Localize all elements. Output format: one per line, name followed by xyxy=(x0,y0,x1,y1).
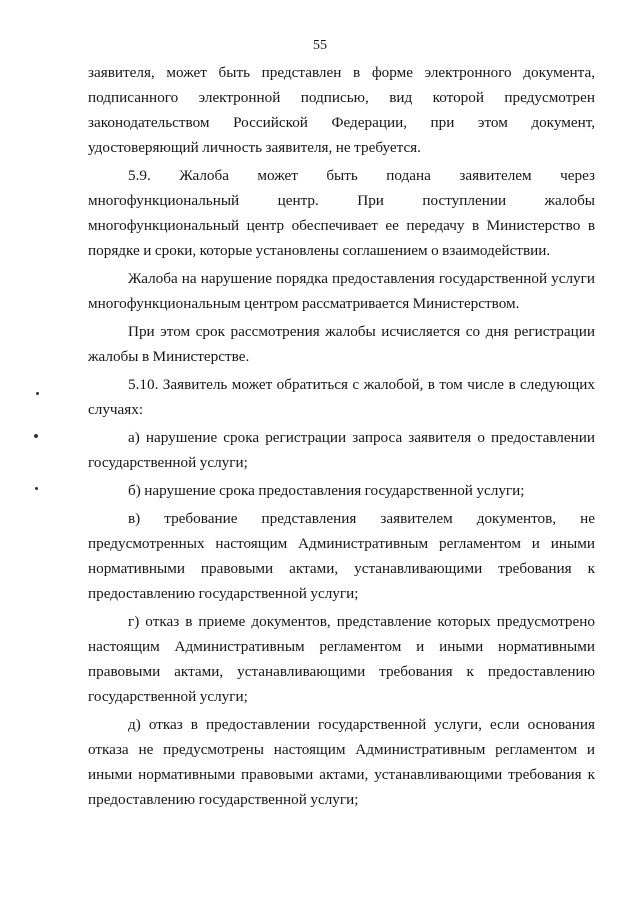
text-line: случаях: xyxy=(88,401,144,418)
text-line: государственной услуги; xyxy=(88,454,248,471)
text-line: заявителя, может быть представлен в форме электронного документа, xyxy=(88,64,595,81)
scan-speck xyxy=(36,392,39,395)
paragraph-term xyxy=(88,319,595,369)
list-item-v xyxy=(88,506,595,606)
text-line: подписанного электронной подписью, вид которой предусмотрен xyxy=(88,89,595,106)
text-line: нормативными правовыми актами, устанавливающими требования к xyxy=(88,560,595,577)
text-line: Жалоба на нарушение порядка предоставления государственной услуги xyxy=(128,270,595,287)
text-line: а) нарушение срока регистрации запроса заявителя о предоставлении xyxy=(128,429,595,446)
text-line: иными нормативными правовыми актами, устанавливающими требования к xyxy=(88,766,595,783)
text-line: в) требование представления заявителем документов, не xyxy=(128,510,595,527)
paragraph-continuation xyxy=(88,60,595,160)
text-line: При этом срок рассмотрения жалобы исчисляется со дня регистрации xyxy=(128,323,595,340)
text-line: законодательством Российской Федерации, при этом документ, xyxy=(88,114,595,131)
text-line: порядке и сроки, которые установлены соглашением о взаимодействии. xyxy=(88,242,551,259)
text-line: государственной услуги; xyxy=(88,688,248,705)
text-line: жалобы в Министерстве. xyxy=(88,348,250,365)
text-line: предоставлению государственной услуги; xyxy=(88,791,359,808)
text-line: д) отказ в предоставлении государственной услуги, если основания xyxy=(128,716,595,733)
list-item-d xyxy=(88,712,595,812)
text-line: предусмотренных настоящим Административным регламентом и иными xyxy=(88,535,595,552)
text-line: б) нарушение срока предоставления государственной услуги; xyxy=(128,482,525,499)
text-line: многофункциональный центр. При поступлении жалобы xyxy=(88,192,595,209)
text-line: 5.10. Заявитель может обратиться с жалобой, в том числе в следующих xyxy=(128,376,595,393)
document-body xyxy=(88,60,595,812)
text-line: многофункциональным центром рассматривается Министерством. xyxy=(88,295,520,312)
paragraph-5-10 xyxy=(88,372,595,422)
text-line: предоставлению государственной услуги; xyxy=(88,585,359,602)
text-line: г) отказ в приеме документов, представление которых предусмотрено xyxy=(128,613,595,630)
paragraph-mfc xyxy=(88,266,595,316)
page-number: 55 xyxy=(313,38,327,53)
scan-speck xyxy=(35,487,38,490)
list-item-g xyxy=(88,609,595,709)
scan-speck xyxy=(34,434,38,438)
text-line: многофункциональный центр обеспечивает ее передачу в Министерство в xyxy=(88,217,595,234)
list-item-a xyxy=(88,425,595,475)
text-line: отказа не предусмотрены настоящим Административным регламентом и xyxy=(88,741,595,758)
text-line: настоящим Административным регламентом и иными нормативными xyxy=(88,638,595,655)
list-item-b xyxy=(88,478,595,503)
text-line: удостоверяющий личность заявителя, не требуется. xyxy=(88,139,421,156)
paragraph-5-9 xyxy=(88,163,595,263)
text-line: 5.9. Жалоба может быть подана заявителем через xyxy=(128,167,595,184)
text-line: правовыми актами, устанавливающими требования к предоставлению xyxy=(88,663,595,680)
